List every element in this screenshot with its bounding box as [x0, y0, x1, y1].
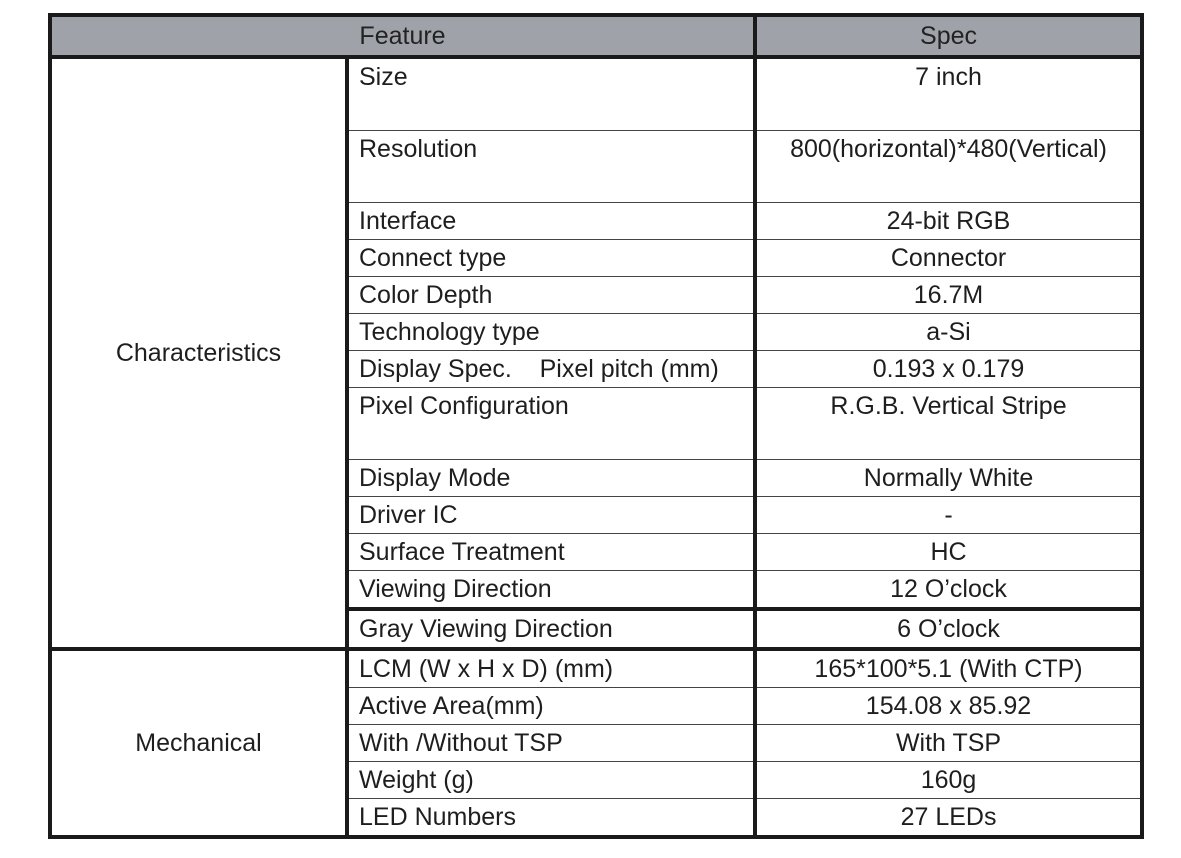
spec-cell: Connector	[755, 240, 1142, 277]
spec-cell: 160g	[755, 762, 1142, 799]
feature-cell: Gray Viewing Direction	[347, 609, 755, 649]
feature-cell: Display Spec. Pixel pitch (mm)	[347, 351, 755, 388]
spec-cell: 0.193 x 0.179	[755, 351, 1142, 388]
spec-cell: R.G.B. Vertical Stripe	[755, 388, 1142, 460]
spec-cell: 7 inch	[755, 57, 1142, 131]
feature-cell: LCM (W x H x D) (mm)	[347, 649, 755, 688]
feature-cell: Display Mode	[347, 460, 755, 497]
feature-cell: Connect type	[347, 240, 755, 277]
group-mechanical: Mechanical	[50, 649, 347, 837]
spec-cell: 24-bit RGB	[755, 203, 1142, 240]
feature-cell: Technology type	[347, 314, 755, 351]
table-row	[50, 649, 1142, 688]
feature-cell: Resolution	[347, 131, 755, 203]
spec-cell: 165*100*5.1 (With CTP)	[755, 649, 1142, 688]
spec-cell: 154.08 x 85.92	[755, 688, 1142, 725]
feature-cell: Interface	[347, 203, 755, 240]
header-spec: Spec	[755, 15, 1142, 57]
feature-cell: With /Without TSP	[347, 725, 755, 762]
table-row	[50, 57, 1142, 131]
feature-cell: Pixel Configuration	[347, 388, 755, 460]
spec-cell: HC	[755, 534, 1142, 571]
feature-cell: Surface Treatment	[347, 534, 755, 571]
spec-cell: 27 LEDs	[755, 799, 1142, 838]
feature-cell: Size	[347, 57, 755, 131]
spec-cell: 6 O’clock	[755, 609, 1142, 649]
feature-cell: LED Numbers	[347, 799, 755, 838]
spec-cell: 16.7M	[755, 277, 1142, 314]
feature-cell: Color Depth	[347, 277, 755, 314]
feature-cell: Viewing Direction	[347, 571, 755, 610]
spec-cell: Normally White	[755, 460, 1142, 497]
group-characteristics: Characteristics	[50, 57, 347, 649]
header-feature: Feature	[50, 15, 755, 57]
feature-cell: Weight (g)	[347, 762, 755, 799]
spec-cell: a-Si	[755, 314, 1142, 351]
spec-cell: -	[755, 497, 1142, 534]
feature-cell: Driver IC	[347, 497, 755, 534]
spec-cell: 12 O’clock	[755, 571, 1142, 610]
header-row	[50, 15, 1142, 57]
spec-table	[48, 13, 1144, 839]
feature-cell: Active Area(mm)	[347, 688, 755, 725]
spec-cell: 800(horizontal)*480(Vertical)	[755, 131, 1142, 203]
spec-cell: With TSP	[755, 725, 1142, 762]
